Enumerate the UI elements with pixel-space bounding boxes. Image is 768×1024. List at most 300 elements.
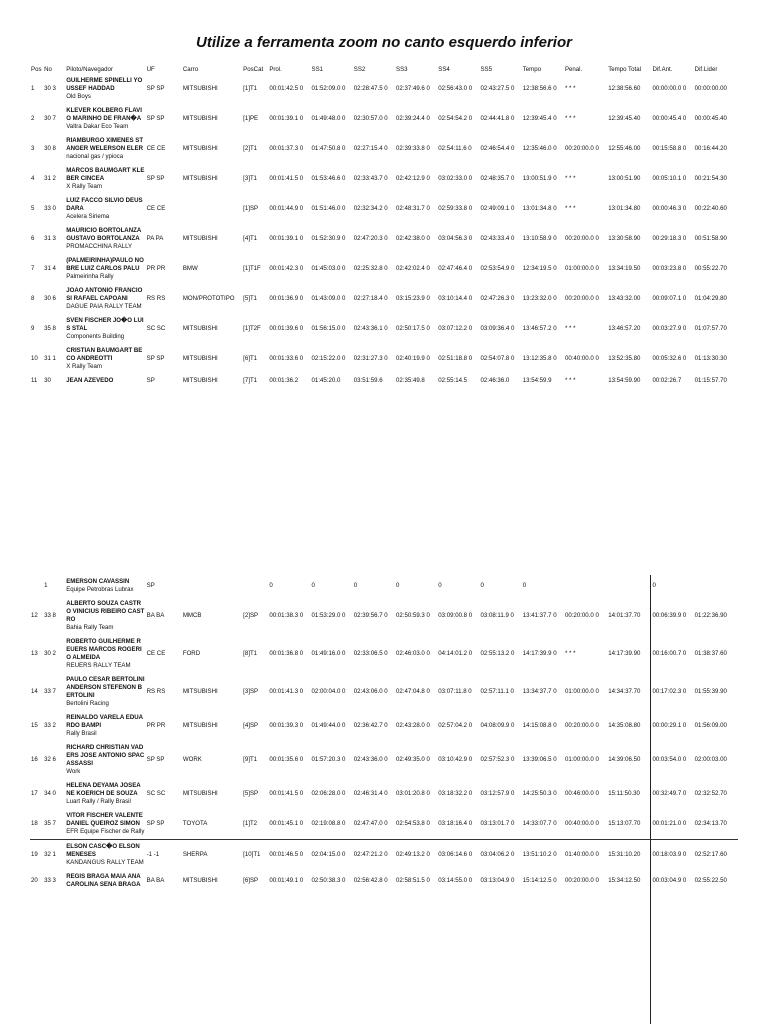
team-name: X Rally Team — [66, 363, 102, 370]
cell-prol: 00:01:41.3 0 — [269, 688, 304, 695]
cell-ss5: 0 — [480, 582, 484, 589]
table-row — [30, 284, 738, 314]
pilot-names: EMERSON CAVASSIN — [66, 578, 130, 585]
cell-dif-ant: 00:17:02.3 0 — [652, 688, 687, 695]
cell-ss1: 01:53:46.6 0 — [311, 175, 346, 182]
cell-dif-ant: 00:15:58.8 0 — [652, 145, 687, 152]
cell-ss5: 02:43:27.5 0 — [480, 85, 515, 92]
cell-penal: 00:20:00.0 0 — [564, 722, 599, 729]
cell-uf: SC SC — [146, 790, 166, 797]
team-name: KANDANGUS RALLY TEAM — [66, 859, 144, 866]
cell-ss3: 02:47:04.8 0 — [396, 688, 430, 695]
col-header-tempo-total: Tempo Total — [608, 66, 641, 73]
cell-prol: 00:01:39.3 0 — [269, 722, 304, 729]
pilot-names: LUIZ FACCO SILVIO DEUSDARA — [66, 197, 143, 212]
cell-ss2: 02:43:06.0 0 — [353, 688, 388, 695]
cell-tempo-total: 13:00:51.90 — [608, 175, 641, 182]
cell-piloto — [65, 779, 145, 809]
cell-dif-lider: 01:56:09.00 — [694, 722, 727, 729]
col-header-carro: Carro — [182, 66, 199, 73]
col-header-dif-ant: Dif.Ant. — [652, 66, 673, 73]
cell-prol: 00:01:35.6 0 — [269, 756, 304, 763]
pilot-names: JEAN AZEVEDO — [66, 377, 114, 384]
cell-tempo: 12:35:46.0 0 — [522, 145, 557, 152]
pilot-names: REINALDO VARELA EDUARDO BAMPI — [66, 714, 144, 729]
cell-dif-lider: 02:32:52.70 — [694, 790, 727, 797]
cell-no: 35 8 — [44, 325, 56, 332]
cell-dif-lider: 00:00:45.40 — [694, 115, 727, 122]
cell-ss3: 02:43:28.0 0 — [396, 722, 430, 729]
table-row — [30, 374, 738, 388]
cell-uf: SP SP — [146, 115, 165, 122]
cell-penal: 01:00:00.0 0 — [564, 265, 599, 272]
cell-no: 31 1 — [44, 355, 56, 362]
cell-dif-ant: 00:18:03.9 0 — [651, 840, 693, 871]
pilot-names: SVEN FISCHER JO�O LUIS STAL — [66, 317, 144, 332]
cell-ss3: 02:58:51.5 0 — [396, 877, 430, 884]
cell-ss3: 02:42:38.0 0 — [396, 235, 430, 242]
cell-ss1: 01:52:09.0 0 — [311, 85, 346, 92]
cell-dif-lider: 02:34:13.70 — [694, 820, 727, 827]
pilot-names: GUILHERME SPINELLI YOUSSEF HADDAD — [66, 77, 143, 92]
cell-ss5: 04:08:09.9 0 — [480, 722, 515, 729]
cell-ss2: 02:33:06.5 0 — [353, 650, 388, 657]
cell-dif-lider: 02:00:03.00 — [694, 756, 727, 763]
cell-poscat: [3]SP — [243, 688, 259, 695]
cell-tempo-total: 14:34:37.70 — [608, 688, 641, 695]
cell-ss3: 02:49:13.2 0 — [395, 840, 437, 871]
cell-poscat: [10]T1 — [242, 840, 268, 871]
pilot-names: ALBERTO SOUZA CASTRO VINICIUS RIBEIRO CASTRO — [66, 600, 145, 623]
cell-ss1: 01:51:46.0 0 — [311, 205, 346, 212]
cell-dif-ant: 00:00:46.3 0 — [652, 205, 687, 212]
cell-ss1: 0 — [311, 582, 315, 589]
col-header-dif-lider: Dif.Lider — [694, 66, 718, 73]
cell-ss1: 01:56:15.0 0 — [311, 325, 346, 332]
table-row — [30, 809, 738, 840]
cell-no: 34 0 — [44, 790, 56, 797]
cell-tempo: 14:15:08.8 0 — [522, 722, 557, 729]
cell-penal: * * * — [564, 650, 576, 657]
cell-penal: * * * — [564, 377, 576, 384]
team-name: PROMACCHINA RALLY — [66, 243, 133, 250]
cell-no: 30 8 — [44, 145, 56, 152]
cell-pos: 12 — [31, 612, 38, 619]
pilot-names: KLEVER KOLBERG FLAVIO MARINHO DE FRAN�A — [66, 107, 142, 122]
pilot-names: ROBERTO GUILHERME REUERS MARCOS ROGERIO ALMEIDA — [66, 638, 142, 661]
cell-uf: SP — [146, 377, 155, 384]
cell-ss5: 02:46:54.4 0 — [480, 145, 515, 152]
results-table-top — [30, 66, 738, 388]
table-row — [30, 254, 738, 284]
col-header-ss2: SS2 — [353, 66, 366, 73]
cell-piloto — [65, 840, 145, 871]
cell-tempo-total: 13:30:58.90 — [608, 235, 641, 242]
cell-carro: MITSUBISHI — [182, 377, 218, 384]
cell-ss2: 02:47:47.0 0 — [353, 820, 388, 827]
cell-piloto — [65, 104, 145, 134]
cell-pos: 8 — [31, 295, 35, 302]
cell-penal: * * * — [564, 115, 576, 122]
cell-uf: SP SP — [146, 820, 165, 827]
cell-tempo-total: 13:54:59.90 — [608, 377, 641, 384]
cell-tempo: 14:33:07.7 0 — [522, 820, 557, 827]
col-header-ss3: SS3 — [396, 66, 408, 73]
col-header-poscat: PosCat — [243, 66, 264, 73]
cell-carro: MITSUBISHI — [182, 175, 218, 182]
table-row — [30, 635, 738, 673]
cell-uf: PR PR — [146, 265, 166, 272]
cell-no: 30 — [44, 377, 51, 384]
pilot-names: RIAMBURGO XIMENES STANGER WELERSON ELER — [66, 137, 144, 152]
cell-no: 32 6 — [44, 756, 56, 763]
cell-uf: SC SC — [146, 325, 166, 332]
cell-dif-lider: 01:38:37.60 — [694, 650, 727, 657]
cell-carro — [182, 575, 242, 597]
cell-ss4: 03:02:33.0 0 — [438, 175, 473, 182]
cell-carro: BMW — [182, 265, 198, 272]
cell-piloto — [65, 635, 145, 673]
cell-tempo: 13:39:06.5 0 — [522, 756, 557, 763]
cell-ss2: 02:47:21.2 0 — [353, 840, 395, 871]
cell-prol: 00:01:41.5 0 — [269, 175, 304, 182]
pilot-names: RICHARD CHRISTIAN VADERS JOSE ANTONIO SPACASSASSI — [66, 744, 145, 767]
cell-piloto — [65, 314, 145, 344]
cell-uf: SP SP — [146, 756, 165, 763]
cell-ss1: 02:15:22.0 0 — [311, 355, 346, 362]
cell-dif-lider: 00:21:54.30 — [694, 175, 727, 182]
cell-ss1: 02:00:04.0 0 — [311, 688, 346, 695]
cell-ss3: 02:42:02.4 0 — [396, 265, 430, 272]
cell-prol: 00:01:42.3 0 — [269, 265, 304, 272]
cell-tempo-total: 15:31:10.20 — [607, 840, 651, 871]
team-name: Old Boys — [66, 93, 91, 100]
cell-piloto — [65, 224, 145, 254]
table-row — [30, 134, 738, 164]
team-name: nacional gas / ypioca — [66, 153, 124, 160]
cell-prol: 0 — [269, 582, 273, 589]
cell-piloto — [65, 870, 145, 892]
cell-dif-lider: 00:51:58.90 — [694, 235, 727, 242]
cell-poscat: [1]T1 — [243, 85, 258, 92]
cell-piloto — [65, 164, 145, 194]
cell-no: 32 1 — [43, 840, 65, 871]
cell-carro: MITSUBISHI — [182, 790, 218, 797]
cell-ss3: 02:40:19.9 0 — [396, 355, 430, 362]
team-name: Luart Rally / Rally Brasil — [66, 798, 131, 805]
cell-pos: 14 — [31, 688, 38, 695]
cell-tempo-total: 13:46:57.20 — [608, 325, 641, 332]
cell-ss3: 02:50:17.5 0 — [396, 325, 430, 332]
cell-ss4: 03:18:32.2 0 — [438, 790, 473, 797]
cell-tempo: 12:34:19.5 0 — [522, 265, 557, 272]
pilot-names: ELSON CASC�O ELSON MENESES — [66, 843, 140, 858]
cell-penal: * * * — [564, 205, 576, 212]
cell-dif-ant: 00:32:49.7 0 — [652, 790, 687, 797]
cell-ss5: 02:43:33.4 0 — [480, 235, 515, 242]
cell-ss1: 02:04:15.0 0 — [311, 840, 353, 871]
cell-ss1: 01:57:20.3 0 — [311, 756, 346, 763]
cell-tempo-total: 13:43:32.00 — [608, 295, 641, 302]
cell-carro: TOYOTA — [182, 820, 208, 827]
cell-carro: MITSUBISHI — [182, 688, 218, 695]
cell-ss5: 02:49:09.1 0 — [480, 205, 515, 212]
cell-ss5: 02:44:41.8 0 — [480, 115, 515, 122]
cell-prol: 00:01:39.1 0 — [269, 115, 304, 122]
cell-prol: 00:01:44.9 0 — [269, 205, 304, 212]
cell-tempo: 13:46:57.2 0 — [522, 325, 557, 332]
cell-tempo: 13:00:51.9 0 — [522, 175, 557, 182]
cell-dif-ant: 00:05:32.6 0 — [652, 355, 687, 362]
cell-penal: 00:20:00.0 0 — [564, 235, 599, 242]
cell-penal: 00:20:00.0 0 — [564, 295, 599, 302]
table-row — [30, 104, 738, 134]
cell-ss1: 02:06:28.0 0 — [311, 790, 346, 797]
cell-dif-lider: 01:13:30.30 — [694, 355, 727, 362]
cell-ss3: 02:46:03.0 0 — [396, 650, 430, 657]
cell-poscat: [9]T1 — [243, 756, 258, 763]
cell-poscat: [1]PE — [243, 115, 259, 122]
cell-dif-lider: 00:55:22.70 — [694, 265, 727, 272]
cell-pos: 16 — [31, 756, 38, 763]
cell-dif-ant: 00:03:54.0 0 — [652, 756, 687, 763]
cell-dif-ant: 00:05:10.1 0 — [652, 175, 687, 182]
cell-no: 33 2 — [44, 722, 56, 729]
table-header-row — [30, 66, 738, 74]
team-name: Rally Brasil — [66, 730, 97, 737]
cell-penal: 01:00:00.0 0 — [564, 688, 599, 695]
cell-dif-ant: 00:03:27.9 0 — [652, 325, 687, 332]
cell-piloto — [65, 711, 145, 741]
cell-ss2: 02:28:47.5 0 — [353, 85, 388, 92]
cell-pos: 19 — [30, 840, 43, 871]
cell-dif-ant: 0 — [652, 582, 656, 589]
cell-tempo-total: 15:13:07.70 — [608, 820, 641, 827]
cell-carro: MITSUBISHI — [182, 85, 218, 92]
cell-poscat: [1]T2 — [243, 820, 258, 827]
cell-tempo: 13:23:32.0 0 — [522, 295, 557, 302]
cell-penal: 01:40:00.0 0 — [564, 840, 607, 871]
cell-ss1: 01:49:44.0 0 — [311, 722, 346, 729]
cell-carro: MITSUBISHI — [182, 722, 218, 729]
cell-tempo: 13:41:37.7 0 — [522, 612, 557, 619]
cell-ss1: 01:45:20.0 — [311, 377, 341, 384]
cell-no: 31 4 — [44, 265, 56, 272]
cell-ss2: 02:47:20.3 0 — [353, 235, 388, 242]
cell-ss4: 03:10:42.9 0 — [438, 756, 473, 763]
cell-pos: 18 — [31, 820, 38, 827]
cell-no: 31 3 — [44, 235, 56, 242]
cell-ss1: 01:49:48.0 0 — [311, 115, 346, 122]
cell-ss3: 02:39:24.4 0 — [396, 115, 430, 122]
table-row — [30, 575, 738, 597]
results-body-bottom — [30, 575, 738, 892]
cell-no: 33 7 — [44, 688, 56, 695]
cell-piloto — [65, 597, 145, 635]
cell-ss5: 02:57:11.1 0 — [480, 688, 514, 695]
cell-dif-ant: 00:06:39.9 0 — [652, 612, 687, 619]
cell-no: 30 6 — [44, 295, 56, 302]
cell-poscat: [1]T1F — [243, 265, 261, 272]
cell-dif-ant: 00:00:45.4 0 — [652, 115, 687, 122]
cell-ss3: 02:37:49.6 0 — [396, 85, 430, 92]
cell-uf: SP SP — [146, 355, 165, 362]
cell-prol: 00:01:42.5 0 — [269, 85, 304, 92]
cell-poscat: [2]SP — [243, 612, 259, 619]
team-name: Valtra Dakar Eco Team — [66, 123, 129, 130]
cell-ss4: 02:57:04.2 0 — [438, 722, 473, 729]
cell-ss4: 03:10:14.4 0 — [438, 295, 473, 302]
cell-poscat: [5]SP — [243, 790, 259, 797]
cell-prol: 00:01:38.3 0 — [269, 612, 304, 619]
pilot-names: HELENA DEYAMA JOSEANE KOERICH DE SOUZA — [66, 782, 141, 797]
cell-tempo: 13:12:35.8 0 — [522, 355, 557, 362]
cell-ss1: 01:47:50.8 0 — [311, 145, 346, 152]
cell-poscat: [4]T1 — [243, 235, 258, 242]
cell-ss5: 02:57:52.3 0 — [480, 756, 515, 763]
cell-uf: SP — [146, 582, 155, 589]
cell-ss3: 02:35:49.8 — [396, 377, 425, 384]
cell-pos: 2 — [31, 115, 35, 122]
pilot-names: VITOR FISCHER VALENTE DANIEL QUEIROZ SIMON — [66, 812, 143, 827]
cell-ss4: 02:47:46.4 0 — [438, 265, 473, 272]
cell-ss1: 01:45:03.0 0 — [311, 265, 346, 272]
cell-pos: 3 — [31, 145, 35, 152]
table-row — [30, 711, 738, 741]
team-name: Acelera Siriema — [66, 213, 110, 220]
cell-ss4: 02:51:18.8 0 — [438, 355, 473, 362]
cell-prol: 00:01:39.6 0 — [269, 325, 304, 332]
cell-ss5: 03:08:11.9 0 — [480, 612, 514, 619]
cell-prol: 00:01:46.5 0 — [268, 840, 310, 871]
cell-prol: 00:01:37.3 0 — [269, 145, 304, 152]
col-header-prol: Prol. — [269, 66, 282, 73]
cell-ss4: 02:55:14.5 — [438, 377, 468, 384]
cell-ss5: 03:09:36.4 0 — [480, 325, 515, 332]
cell-tempo: 0 — [522, 582, 527, 589]
cell-carro: MITSUBISHI — [182, 877, 218, 884]
cell-ss3: 03:15:23.9 0 — [396, 295, 430, 302]
cell-ss3: 02:49:35.0 0 — [396, 756, 430, 763]
cell-dif-lider: 00:16:44.20 — [694, 145, 727, 152]
cell-prol: 00:01:36.8 0 — [269, 650, 304, 657]
cell-no: 35 7 — [44, 820, 56, 827]
table-row — [30, 344, 738, 374]
cell-dif-ant: 00:00:29.1 0 — [652, 722, 687, 729]
cell-ss3: 03:01:20.8 0 — [396, 790, 430, 797]
cell-poscat — [242, 575, 268, 597]
team-name: DAGUE PAIA RALLY TEAM — [66, 303, 142, 310]
cell-tempo: 14:17:39.9 0 — [522, 650, 557, 657]
cell-uf: SP SP — [146, 85, 165, 92]
cell-no: 31 2 — [44, 175, 56, 182]
cell-poscat: [1]T2F — [243, 325, 261, 332]
cell-tempo-total: 14:17:39.90 — [608, 650, 641, 657]
cell-piloto — [65, 194, 145, 224]
cell-ss3: 02:42:12.9 0 — [396, 175, 430, 182]
cell-tempo: 12:39:45.4 0 — [522, 115, 557, 122]
cell-ss5: 02:54:07.8 0 — [480, 355, 515, 362]
cell-piloto — [65, 344, 145, 374]
cell-ss5: 03:13:04.9 0 — [480, 877, 515, 884]
cell-no: 30 7 — [44, 115, 56, 122]
cell-ss1: 02:50:38.3 0 — [311, 877, 346, 884]
cell-tempo-total: 12:38:56.60 — [608, 85, 641, 92]
cell-tempo: 13:54:59.9 — [522, 377, 552, 384]
cell-tempo-total: 12:39:45.40 — [608, 115, 641, 122]
cell-pos: 17 — [31, 790, 38, 797]
table-row — [30, 194, 738, 224]
cell-ss2: 02:33:43.7 0 — [353, 175, 388, 182]
cell-dif-ant: 00:01:21.0 0 — [652, 820, 687, 827]
cell-uf: CE CE — [146, 650, 166, 657]
cell-pos: 10 — [31, 355, 38, 362]
table-row — [30, 870, 738, 892]
cell-ss2: 02:46:31.4 0 — [353, 790, 388, 797]
cell-poscat: [2]T1 — [243, 145, 258, 152]
table-row — [30, 314, 738, 344]
cell-piloto — [65, 254, 145, 284]
cell-piloto — [65, 134, 145, 164]
cell-penal: 01:00:00.0 0 — [564, 756, 599, 763]
cell-ss3: 02:39:33.8 0 — [396, 145, 430, 152]
cell-tempo-total: 14:35:08.80 — [608, 722, 641, 729]
cell-ss2: 02:25:32.8 0 — [353, 265, 388, 272]
cell-carro: MITSUBISHI — [182, 145, 218, 152]
pilot-names: REGIS BRAGA MAIA ANA CAROLINA SENA BRAGA — [66, 873, 141, 888]
cell-penal: 00:20:00.0 0 — [564, 145, 599, 152]
team-name: EFR Equipe Fischer de Rally — [66, 828, 145, 835]
cell-carro: FORD — [182, 650, 201, 657]
cell-pos: 13 — [31, 650, 38, 657]
cell-tempo-total — [607, 575, 651, 597]
cell-poscat: [3]T1 — [243, 175, 258, 182]
cell-pos: 20 — [31, 877, 38, 884]
cell-ss2: 02:43:36.0 0 — [353, 756, 388, 763]
cell-uf: CE CE — [146, 145, 166, 152]
col-header-ss4: SS4 — [438, 66, 450, 73]
cell-ss4: 02:59:33.8 0 — [438, 205, 473, 212]
cell-tempo: 13:51:10.2 0 — [522, 840, 564, 871]
cell-pos: 11 — [31, 377, 38, 384]
cell-pos: 6 — [31, 235, 35, 242]
col-header-ss5: SS5 — [480, 66, 493, 73]
cell-ss2: 02:32:34.2 0 — [353, 205, 388, 212]
cell-tempo: 12:38:56.6 0 — [522, 85, 557, 92]
cell-carro: MON/PROTOTIPO — [182, 295, 235, 302]
cell-ss1: 01:53:29.0 0 — [311, 612, 346, 619]
cell-uf: PA PA — [146, 235, 164, 242]
cell-uf: BA BA — [146, 612, 165, 619]
cell-ss4: 03:06:14.6 0 — [437, 840, 479, 871]
cell-uf: RS RS — [146, 688, 166, 695]
cell-carro: SHERPA — [182, 840, 242, 871]
col-header-uf: UF — [146, 66, 155, 73]
cell-dif-lider: 01:07:57.70 — [694, 325, 727, 332]
cell-penal: * * * — [564, 325, 576, 332]
cell-no: 33 0 — [44, 205, 56, 212]
cell-piloto — [65, 741, 145, 779]
cell-ss3: 02:54:53.8 0 — [396, 820, 430, 827]
cell-ss5: 02:47:26.3 0 — [480, 295, 515, 302]
cell-pos: 15 — [31, 722, 38, 729]
team-name: Equipe Petrobras Lubrax — [66, 586, 134, 593]
cell-ss4: 0 — [438, 582, 442, 589]
cell-ss1: 01:49:16.0 0 — [311, 650, 346, 657]
cell-prol: 00:01:39.1 0 — [269, 235, 304, 242]
cell-ss4: 03:18:16.4 0 — [438, 820, 473, 827]
cell-piloto — [65, 284, 145, 314]
